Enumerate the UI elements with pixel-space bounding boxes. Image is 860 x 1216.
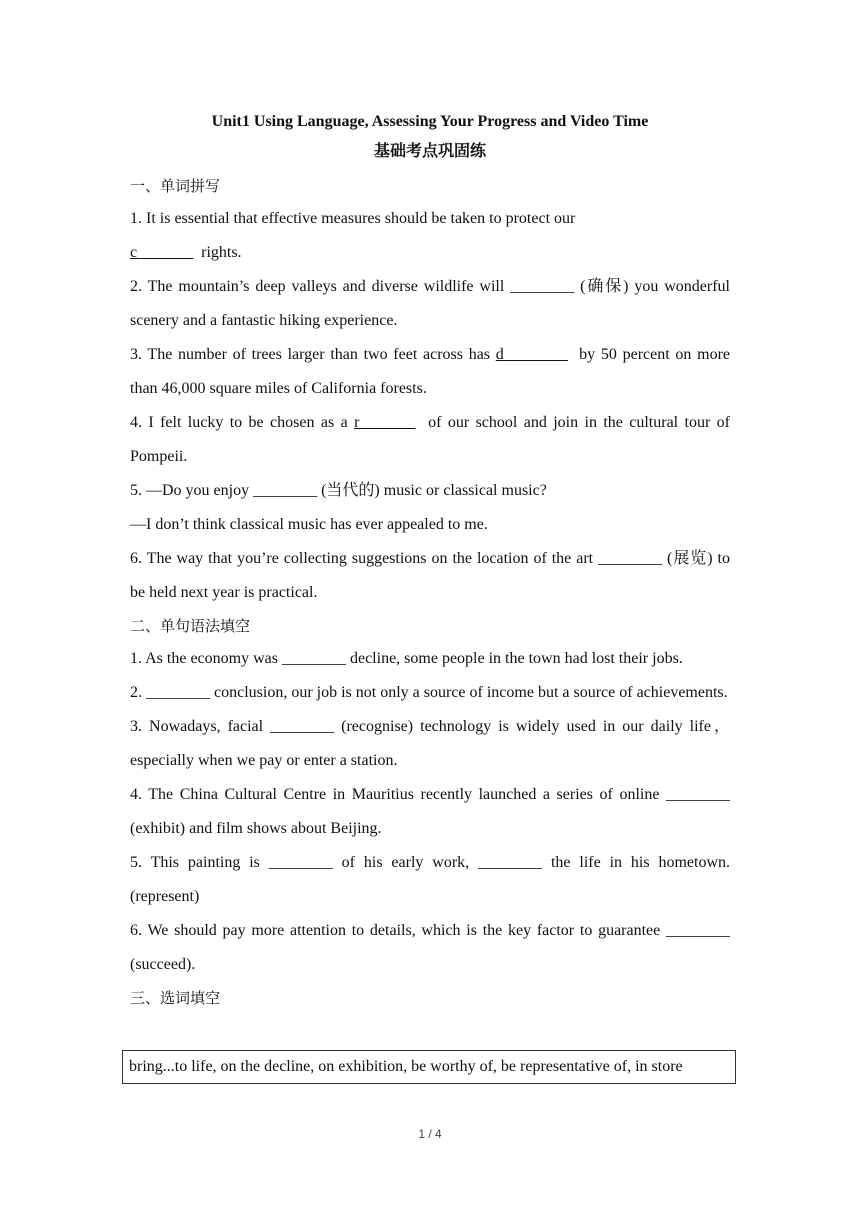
blank-hint: c_______ <box>130 244 194 261</box>
item-text: 3. The number of trees larger than two feet across has <box>130 346 496 363</box>
grammar-item-5: 5. This painting is ________ of his early work, ________ the life in his hometown. (represent) <box>130 854 730 905</box>
blank-hint: r_______ <box>354 414 416 431</box>
item-text: by 50 percent on more than 46,000 square miles of California forests. <box>130 346 735 397</box>
section-heading-word-choice: 三、选词填空 <box>130 989 221 1007</box>
document-subtitle: 基础考点巩固练 <box>373 143 486 160</box>
grammar-item-4: 4. The China Cultural Centre in Mauritius recently launched a series of online ________ (exhibit) and film shows about Beijing. <box>130 786 730 837</box>
item-text: 1. It is essential that effective measures should be taken to protect our <box>130 210 576 227</box>
grammar-item-2: 2. ________ conclusion, our job is not only a source of income but a source of achievements. <box>130 684 728 701</box>
question-line: 5. —Do you enjoy ________ (当代的) music or classical music? <box>130 482 547 499</box>
page-number: 1 / 4 <box>418 1127 442 1141</box>
section-heading-grammar: 二、单句语法填空 <box>130 617 251 635</box>
grammar-item-3: 3. Nowadays, facial ________ (recognise) technology is widely used in our daily life，especially when we pay or enter a station. <box>130 718 730 769</box>
spelling-item-3 <box>130 338 735 406</box>
section-heading-spelling: 一、单词拼写 <box>130 177 221 195</box>
spelling-item-4 <box>130 406 734 474</box>
item-text: of our school and join in the cultural tour of Pompeii. <box>130 414 734 465</box>
blank-hint: d________ <box>495 346 568 363</box>
spelling-item-6: 6. The way that you’re collecting suggestions on the location of the art ________ (展览) to be held next year is practical. <box>130 550 730 601</box>
answer-line: —I don’t think classical music has ever appealed to me. <box>130 516 488 533</box>
grammar-item-6: 6. We should pay more attention to details, which is the key factor to guarantee ________ (succeed). <box>130 922 730 973</box>
spelling-item-1 <box>130 202 730 270</box>
document-content <box>130 110 735 1010</box>
spelling-item-5 <box>130 474 730 542</box>
item-text: rights. <box>193 244 242 261</box>
spelling-item-2: 2. The mountain’s deep valleys and diverse wildlife will ________ (确保) you wonderful scenery and a fantastic hiking experience. <box>130 278 730 329</box>
grammar-item-1: 1. As the economy was ________ decline, some people in the town had lost their jobs. <box>130 650 683 667</box>
document-title: Unit1 Using Language, Assessing Your Progress and Video Time <box>211 113 649 130</box>
word-bank-box: bring...to life, on the decline, on exhibition, be worthy of, be representative of, in store <box>122 1050 736 1084</box>
item-text: 4. I felt lucky to be chosen as a <box>130 414 355 431</box>
